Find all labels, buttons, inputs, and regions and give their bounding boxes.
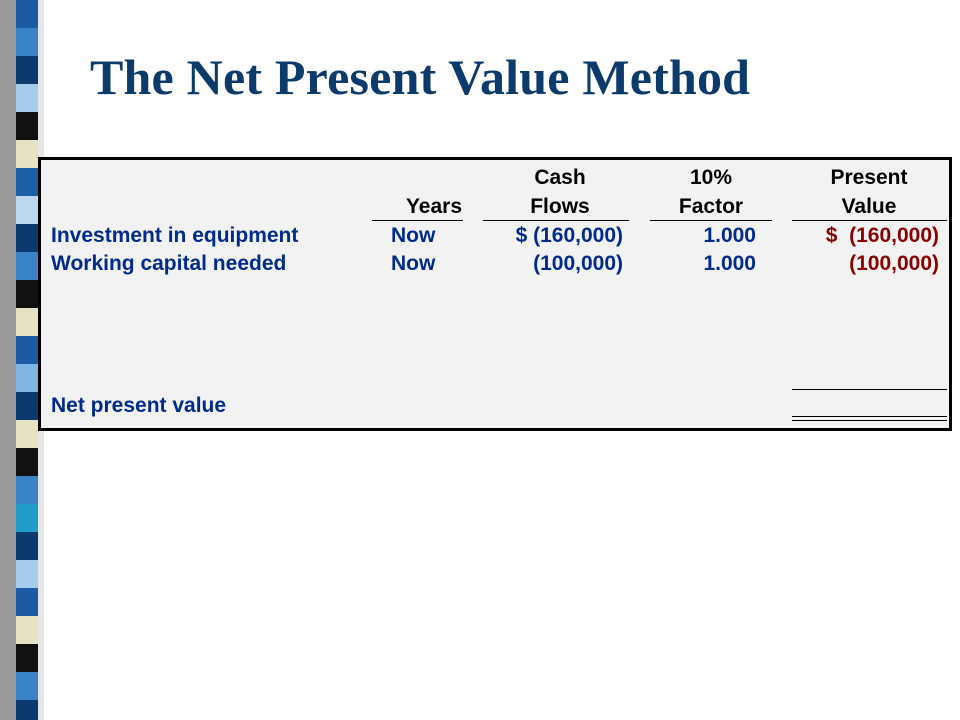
years-underline: [372, 220, 463, 221]
header-factor-line1: 10%: [689, 166, 733, 189]
row-factor-working-capital: 1.000: [703, 252, 756, 275]
row-cash-flow-investment: $ (160,000): [515, 224, 623, 247]
present-value-underline: [792, 220, 947, 221]
row-label-investment: Investment in equipment: [51, 224, 299, 247]
row-label-working-capital: Working capital needed: [51, 252, 287, 275]
header-pv-line1: Present: [830, 166, 908, 189]
strip-color-blocks: [16, 0, 38, 720]
slide-title: The Net Present Value Method: [90, 49, 751, 105]
row-present-value-investment: $ (160,000): [825, 224, 939, 247]
total-single-underline: [792, 389, 947, 390]
header-years: Years: [405, 195, 462, 218]
row-cash-flow-working-capital: (100,000): [533, 252, 623, 275]
header-factor-line2: Factor: [678, 195, 744, 218]
header-cash-line2: Flows: [530, 195, 590, 218]
factor-underline: [650, 220, 772, 221]
net-present-value-label: Net present value: [51, 394, 227, 417]
strip-gray-band: [0, 0, 16, 720]
row-factor-investment: 1.000: [703, 224, 756, 247]
row-years-investment: Now: [391, 224, 436, 247]
total-double-underline: [792, 416, 947, 421]
cash-flows-underline: [483, 220, 629, 221]
row-years-working-capital: Now: [391, 252, 436, 275]
npv-table-panel: [38, 157, 952, 431]
row-present-value-working-capital: (100,000): [849, 252, 939, 275]
header-cash-line1: Cash: [534, 166, 586, 189]
header-pv-line2: Value: [841, 195, 897, 218]
